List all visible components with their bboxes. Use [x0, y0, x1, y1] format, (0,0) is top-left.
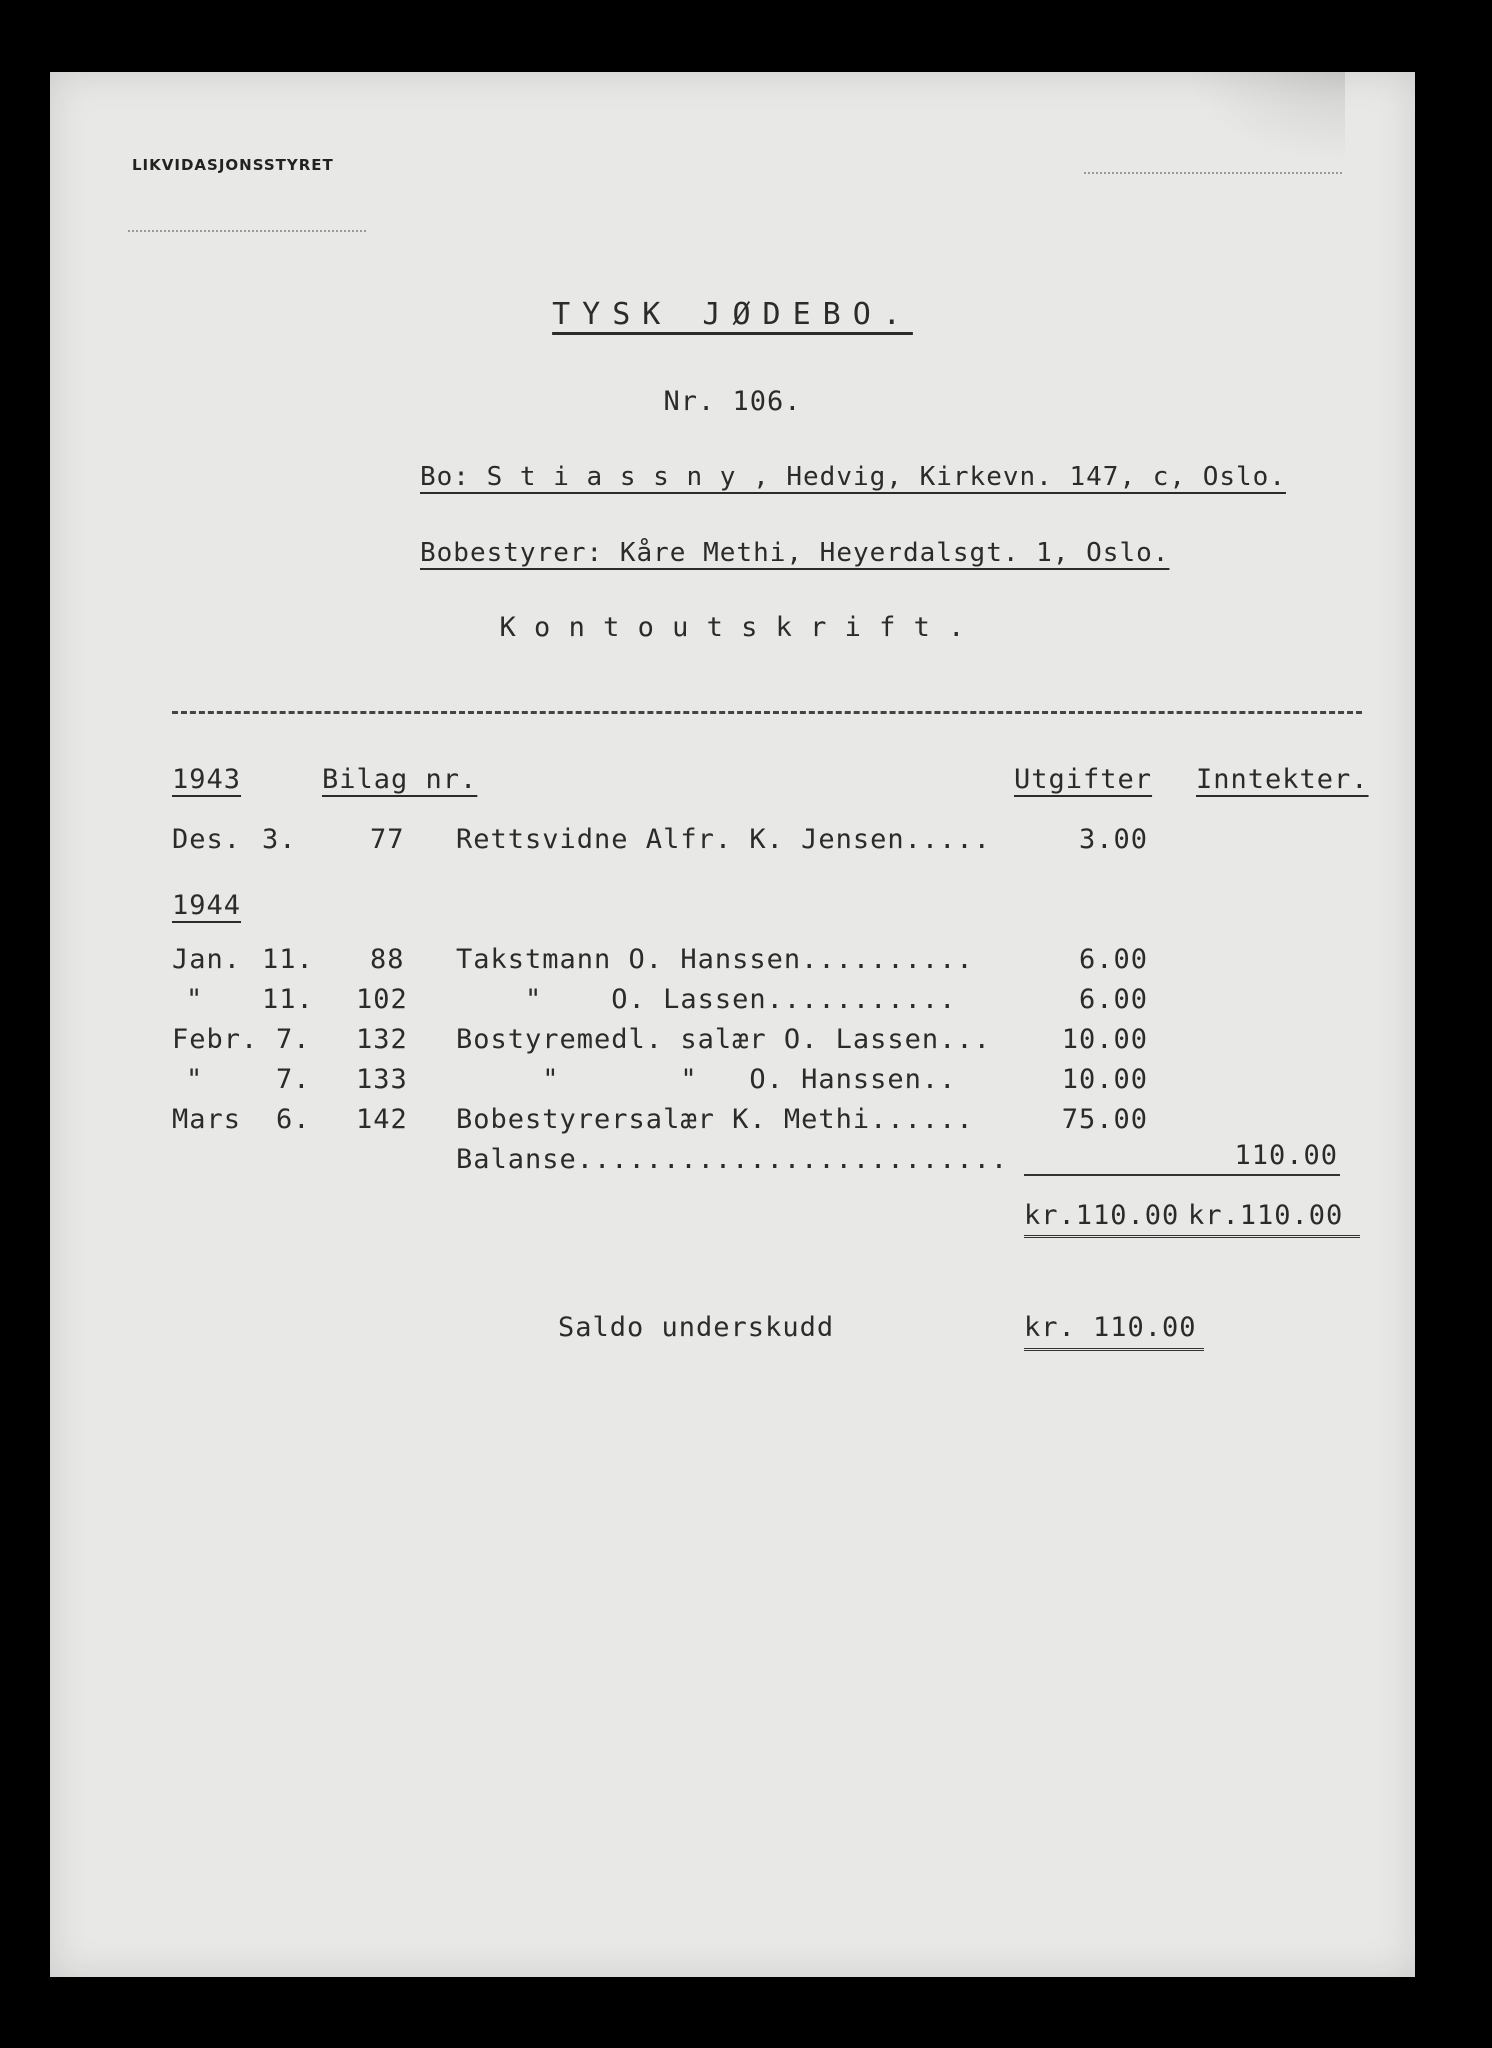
document-title: TYSK JØDEBO. — [552, 297, 913, 332]
row-expense: 10.00 — [1061, 1064, 1148, 1095]
year-1944-label: 1944 — [172, 890, 242, 921]
administrator-line: Bobestyrer: Kåre Methi, Heyerdalsgt. 1, Oslo. — [420, 538, 1170, 568]
row-day: 11. — [262, 944, 314, 975]
row-month: " — [186, 1064, 204, 1095]
year-header: 1943 — [172, 764, 242, 795]
row-voucher: 132 — [356, 1024, 408, 1055]
row-day: 11. — [262, 984, 314, 1015]
document-number: Nr. 106. — [663, 386, 802, 417]
row-voucher: 88 — [370, 944, 405, 975]
statement-heading: K o n t o u t s k r i f t . — [499, 612, 966, 643]
separator-rule — [172, 711, 1362, 714]
row-month: Jan. — [172, 944, 242, 975]
row-day: 7. — [276, 1024, 311, 1055]
row-text: Bostyremedl. salær O. Lassen... — [456, 1024, 991, 1055]
balance-income: 110.00 — [1234, 1140, 1338, 1171]
row-expense: 6.00 — [1078, 944, 1148, 975]
row-voucher: 133 — [356, 1064, 408, 1095]
row-expense: 10.00 — [1061, 1024, 1148, 1055]
row-month: Des. — [172, 824, 242, 855]
row-text: " " O. Hanssen.. — [456, 1064, 957, 1095]
summary-label: Saldo underskudd — [558, 1312, 835, 1343]
document-page — [50, 72, 1415, 1977]
row-expense: 6.00 — [1078, 984, 1148, 1015]
row-voucher: 142 — [356, 1104, 408, 1135]
expenses-header: Utgifter — [1014, 764, 1153, 795]
income-header: Inntekter. — [1196, 764, 1369, 795]
row-text: Takstmann O. Hanssen.......... — [456, 944, 974, 975]
row-expense: 3.00 — [1078, 824, 1148, 855]
sum-line — [1024, 1174, 1340, 1176]
row-text: " O. Lassen........... — [456, 984, 957, 1015]
row-text: Bobestyrersalær K. Methi...... — [456, 1104, 974, 1135]
row-month: " — [186, 984, 204, 1015]
row-day: 6. — [276, 1104, 311, 1135]
total-expenses: kr.110.00 — [1024, 1200, 1180, 1231]
estate-line: Bo: S t i a s s n y , Hedvig, Kirkevn. 147, c, Oslo. — [420, 462, 1286, 492]
row-day: 3. — [262, 824, 297, 855]
balance-label: Balanse......................... — [456, 1144, 1009, 1175]
header-dotted-line-left — [128, 230, 366, 232]
voucher-header: Bilag nr. — [322, 764, 478, 795]
row-expense: 75.00 — [1061, 1104, 1148, 1135]
summary-double-line — [1024, 1348, 1204, 1355]
organization-header: LIKVIDASJONSSTYRET — [132, 156, 334, 174]
row-day: 7. — [276, 1064, 311, 1095]
row-voucher: 102 — [356, 984, 408, 1015]
row-month: Mars — [172, 1104, 242, 1135]
summary-value: kr. 110.00 — [1024, 1312, 1197, 1343]
row-text: Rettsvidne Alfr. K. Jensen..... — [456, 824, 991, 855]
header-dotted-line-right — [1084, 172, 1342, 174]
total-double-line — [1024, 1235, 1360, 1242]
total-income: kr.110.00 — [1188, 1200, 1344, 1231]
row-voucher: 77 — [370, 824, 405, 855]
row-month: Febr. — [172, 1024, 259, 1055]
